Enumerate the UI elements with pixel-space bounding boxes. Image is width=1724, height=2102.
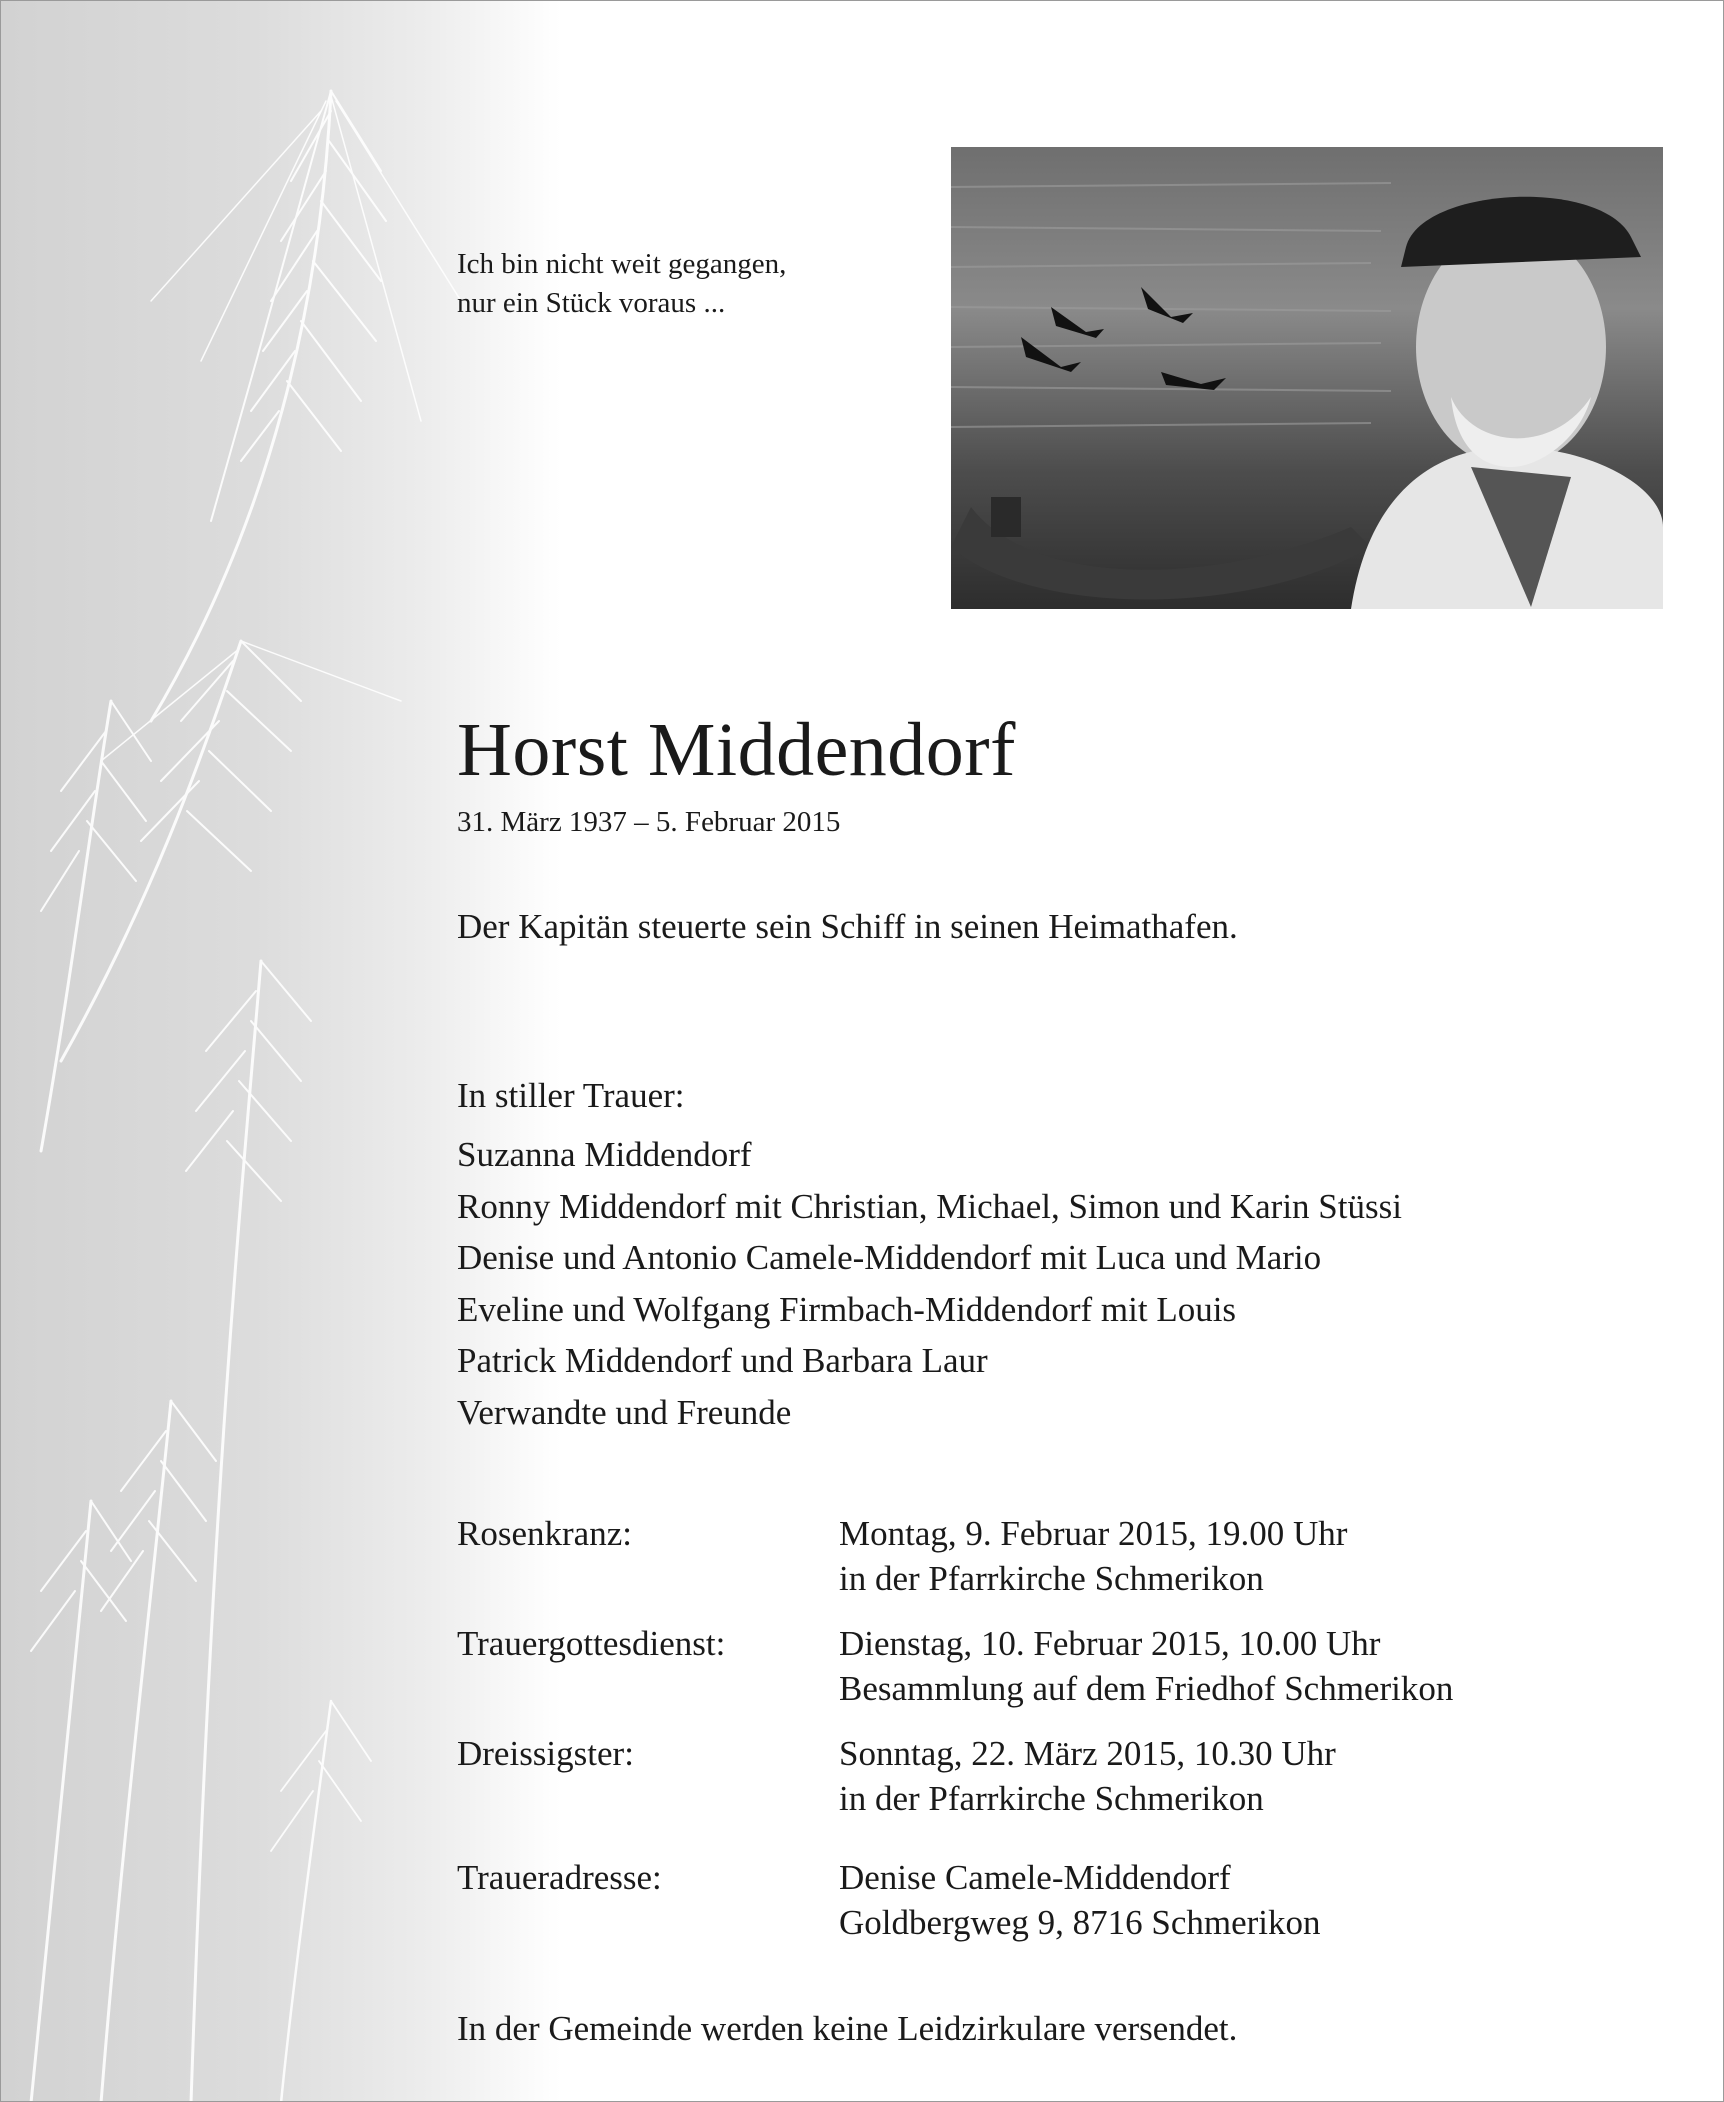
motto-line-1: Ich bin nicht weit gegangen, (457, 248, 787, 280)
portrait-photo-illustration (951, 147, 1663, 609)
life-dates: 31. März 1937 – 5. Februar 2015 (457, 806, 841, 838)
event-date: Sonntag, 22. März 2015, 10.30 Uhr (839, 1734, 1336, 1773)
service-details (457, 1511, 1637, 1945)
mourner-entry: Patrick Middendorf und Barbara Laur (457, 1341, 988, 1380)
event-detail (839, 1621, 1637, 1711)
event-trauergottesdienst (457, 1621, 1637, 1711)
mourner-entry: Verwandte und Freunde (457, 1392, 792, 1432)
mourners-heading: In stiller Trauer: (457, 1076, 685, 1115)
event-date: Montag, 9. Februar 2015, 19.00 Uhr (839, 1514, 1348, 1553)
event-location: Besammlung auf dem Friedhof Schmerikon (839, 1669, 1454, 1708)
event-detail (839, 1511, 1637, 1601)
address-street: Goldbergweg 9, 8716 Schmerikon (839, 1903, 1321, 1942)
footer-note: In der Gemeinde werden keine Leidzirkulare versendet. (457, 2009, 1238, 2048)
event-detail (839, 1731, 1637, 1821)
event-traueradresse (457, 1855, 1637, 1945)
event-rosenkranz (457, 1511, 1637, 1601)
event-detail (839, 1855, 1637, 1945)
motto-line-2: nur ein Stück voraus ... (457, 287, 726, 319)
event-dreissigster (457, 1731, 1637, 1821)
event-label: Traueradresse: (457, 1858, 662, 1897)
event-date: Dienstag, 10. Februar 2015, 10.00 Uhr (839, 1624, 1381, 1663)
portrait-photo (951, 147, 1663, 609)
event-label: Trauergottesdienst: (457, 1624, 726, 1663)
memorial-quote: Der Kapitän steuerte sein Schiff in seinen Heimathafen. (457, 907, 1238, 946)
event-location: in der Pfarrkirche Schmerikon (839, 1559, 1264, 1598)
mourner-entry: Suzanna Middendorf (457, 1135, 752, 1174)
mourner-entry: Denise und Antonio Camele-Middendorf mit Luca und Mario (457, 1238, 1322, 1277)
mourners-list (457, 1129, 1402, 1438)
deceased-name: Horst Middendorf (457, 708, 1016, 792)
motto-verse (457, 245, 786, 323)
event-location: in der Pfarrkirche Schmerikon (839, 1779, 1264, 1818)
event-label: Rosenkranz: (457, 1514, 632, 1553)
mourner-entry: Eveline und Wolfgang Firmbach-Middendorf mit Louis (457, 1289, 1237, 1329)
event-label: Dreissigster: (457, 1734, 634, 1773)
address-name: Denise Camele-Middendorf (839, 1858, 1231, 1897)
mourner-entry: Ronny Middendorf mit Christian, Michael, Simon und Karin Stüssi (457, 1186, 1402, 1226)
